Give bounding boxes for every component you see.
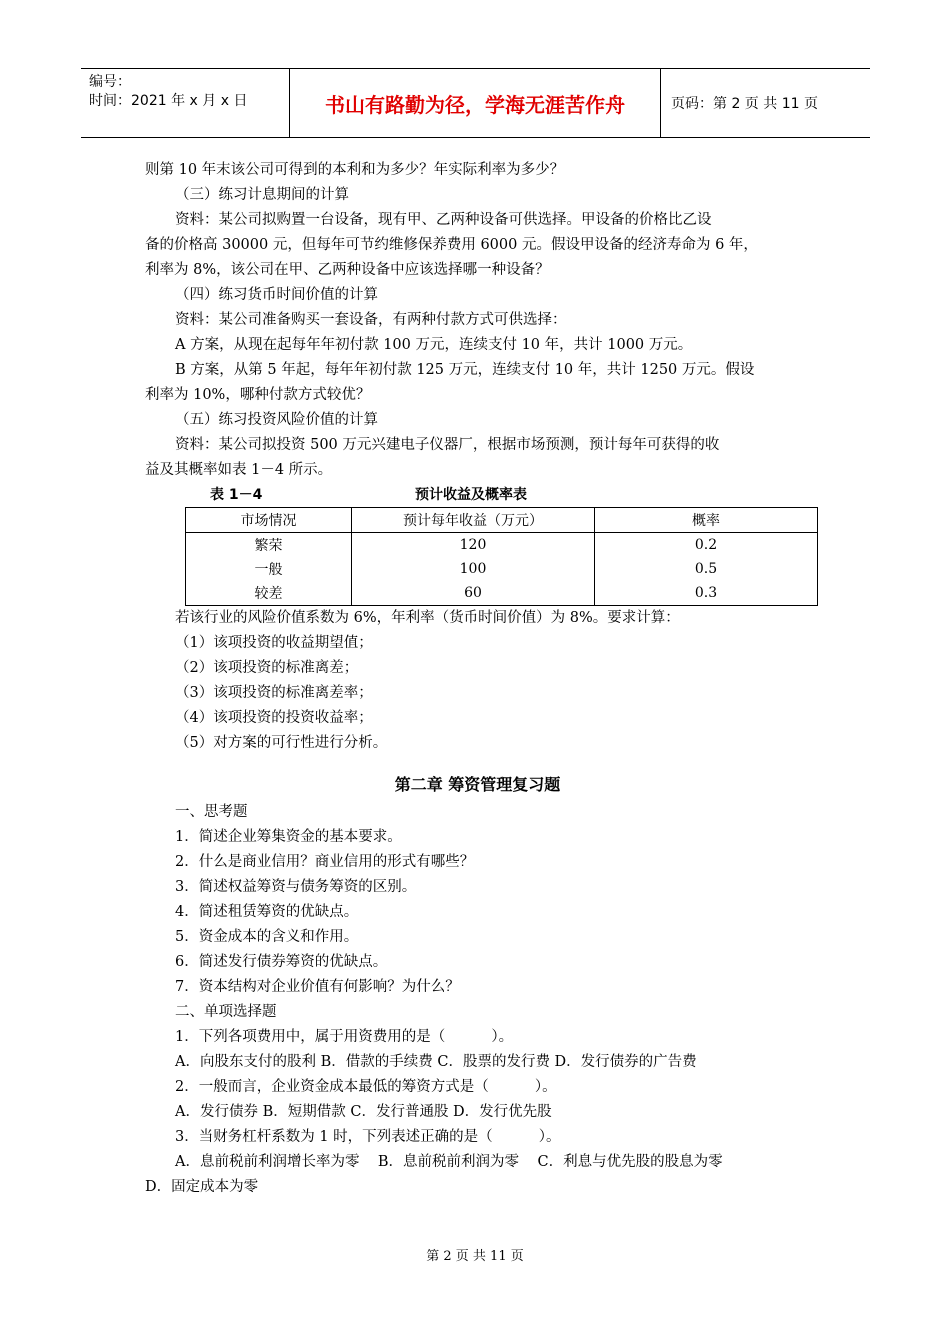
- header-time-label: 时间：2021 年 x 月 x 日: [89, 93, 248, 109]
- table-cell: 一般: [186, 557, 352, 581]
- text-block-exercises: [145, 158, 810, 483]
- table-cell: 繁荣: [186, 533, 352, 558]
- text-line: （五）练习投资风险价值的计算: [175, 412, 378, 428]
- text-line: 利率为 10%，哪种付款方式较优？: [145, 387, 371, 403]
- text-line: 若该行业的风险价值系数为 6%，年利率（货币时间价值）为 8%。要求计算：: [175, 610, 680, 626]
- table-row: [186, 581, 818, 606]
- table-cell: 60: [352, 581, 595, 606]
- text-line: （3）该项投资的标准离差率；: [175, 685, 373, 701]
- text-line: 则第 10 年末该公司可得到的本利和为多少？年实际利率为多少？: [145, 162, 565, 178]
- text-line: 备的价格高 30000 元，但每年可节约维修保养费用 6000 元。假设甲设备的经济寿命为 6 年，: [145, 237, 758, 253]
- text-line: 1．简述企业筹集资金的基本要求。: [175, 829, 402, 845]
- text-line: 1．下列各项费用中，属于用资费用的是（ ）。: [175, 1029, 514, 1045]
- table-cell: 0.2: [595, 533, 818, 558]
- text-line: 利率为 8%，该公司在甲、乙两种设备中应该选择哪一种设备？: [145, 262, 550, 278]
- table-header-cell: 概率: [595, 508, 818, 533]
- text-line: （2）该项投资的标准离差；: [175, 660, 359, 676]
- text-line: D．固定成本为零: [145, 1179, 259, 1195]
- header-meta: [81, 69, 290, 137]
- text-line: （四）练习货币时间价值的计算: [175, 287, 378, 303]
- text-line: 一、思考题: [175, 804, 248, 820]
- text-line: 5．资金成本的含义和作用。: [175, 929, 359, 945]
- table-title: 预计收益及概率表: [415, 487, 527, 503]
- page-footer: 第 2 页 共 11 页: [426, 1249, 524, 1264]
- text-line: 7．资本结构对企业价值有何影响？为什么？: [175, 979, 460, 995]
- chapter-title: 第二章 筹资管理复习题: [394, 775, 561, 794]
- text-block-chapter-two: [145, 800, 810, 1200]
- text-line: 2．什么是商业信用？商业信用的形式有哪些？: [175, 854, 475, 870]
- text-line: A．息前税前利润增长率为零 B．息前税前利润为零 C．利息与优先股的股息为零: [175, 1154, 723, 1170]
- table-cell: 0.3: [595, 581, 818, 606]
- table-row: [186, 557, 818, 581]
- text-line: 二、单项选择题: [175, 1004, 277, 1020]
- table-header-cell: 市场情况: [186, 508, 352, 533]
- text-line: （三）练习计息期间的计算: [175, 187, 349, 203]
- page-header: [81, 68, 870, 138]
- document-body: [145, 158, 810, 1200]
- header-number-label: 编号：: [89, 74, 131, 90]
- text-line: 6．简述发行债券筹资的优缺点。: [175, 954, 388, 970]
- header-page-info: 页码：第 2 页 共 11 页: [671, 96, 818, 112]
- table-cell: 较差: [186, 581, 352, 606]
- table-caption: [145, 483, 810, 507]
- table-cell: 100: [352, 557, 595, 581]
- text-line: 3．当财务杠杆系数为 1 时，下列表述正确的是（ ）。: [175, 1129, 561, 1145]
- table-header-cell: 预计每年收益（万元）: [352, 508, 595, 533]
- table-number: 表 1－4: [210, 487, 263, 503]
- text-line: （4）该项投资的投资收益率；: [175, 710, 373, 726]
- text-line: （5）对方案的可行性进行分析。: [175, 735, 388, 751]
- text-line: （1）该项投资的收益期望值；: [175, 635, 373, 651]
- table-cell: 120: [352, 533, 595, 558]
- text-line: 3．简述权益筹资与债务筹资的区别。: [175, 879, 417, 895]
- table-row: [186, 533, 818, 558]
- text-line: 4．简述租赁筹资的优缺点。: [175, 904, 359, 920]
- text-line: 资料：某公司拟购置一台设备，现有甲、乙两种设备可供选择。甲设备的价格比乙设: [175, 212, 712, 228]
- text-line: 资料：某公司准备购买一套设备，有两种付款方式可供选择：: [175, 312, 567, 328]
- text-line: A．发行债券 B．短期借款 C．发行普通股 D．发行优先股: [175, 1104, 552, 1120]
- text-line: 资料：某公司拟投资 500 万元兴建电子仪器厂，根据市场预测，预计每年可获得的收: [175, 437, 720, 453]
- probability-table: [185, 507, 818, 606]
- table-header-row: [186, 508, 818, 533]
- header-motto: 书山有路勤为径，学海无涯苦作舟: [290, 69, 661, 137]
- text-line: B 方案，从第 5 年起，每年年初付款 125 万元，连续支付 10 年，共计 1250 万元。假设: [175, 362, 755, 378]
- table-cell: 0.5: [595, 557, 818, 581]
- text-line: A 方案，从现在起每年年初付款 100 万元，连续支付 10 年，共计 1000 万元。: [175, 337, 693, 353]
- text-line: 2．一般而言，企业资金成本最低的筹资方式是（ ）。: [175, 1079, 557, 1095]
- text-block-requirements: [145, 606, 810, 756]
- text-line: A．向股东支付的股利 B．借款的手续费 C．股票的发行费 D．发行债券的广告费: [175, 1054, 697, 1070]
- text-line: 益及其概率如表 1－4 所示。: [145, 462, 333, 478]
